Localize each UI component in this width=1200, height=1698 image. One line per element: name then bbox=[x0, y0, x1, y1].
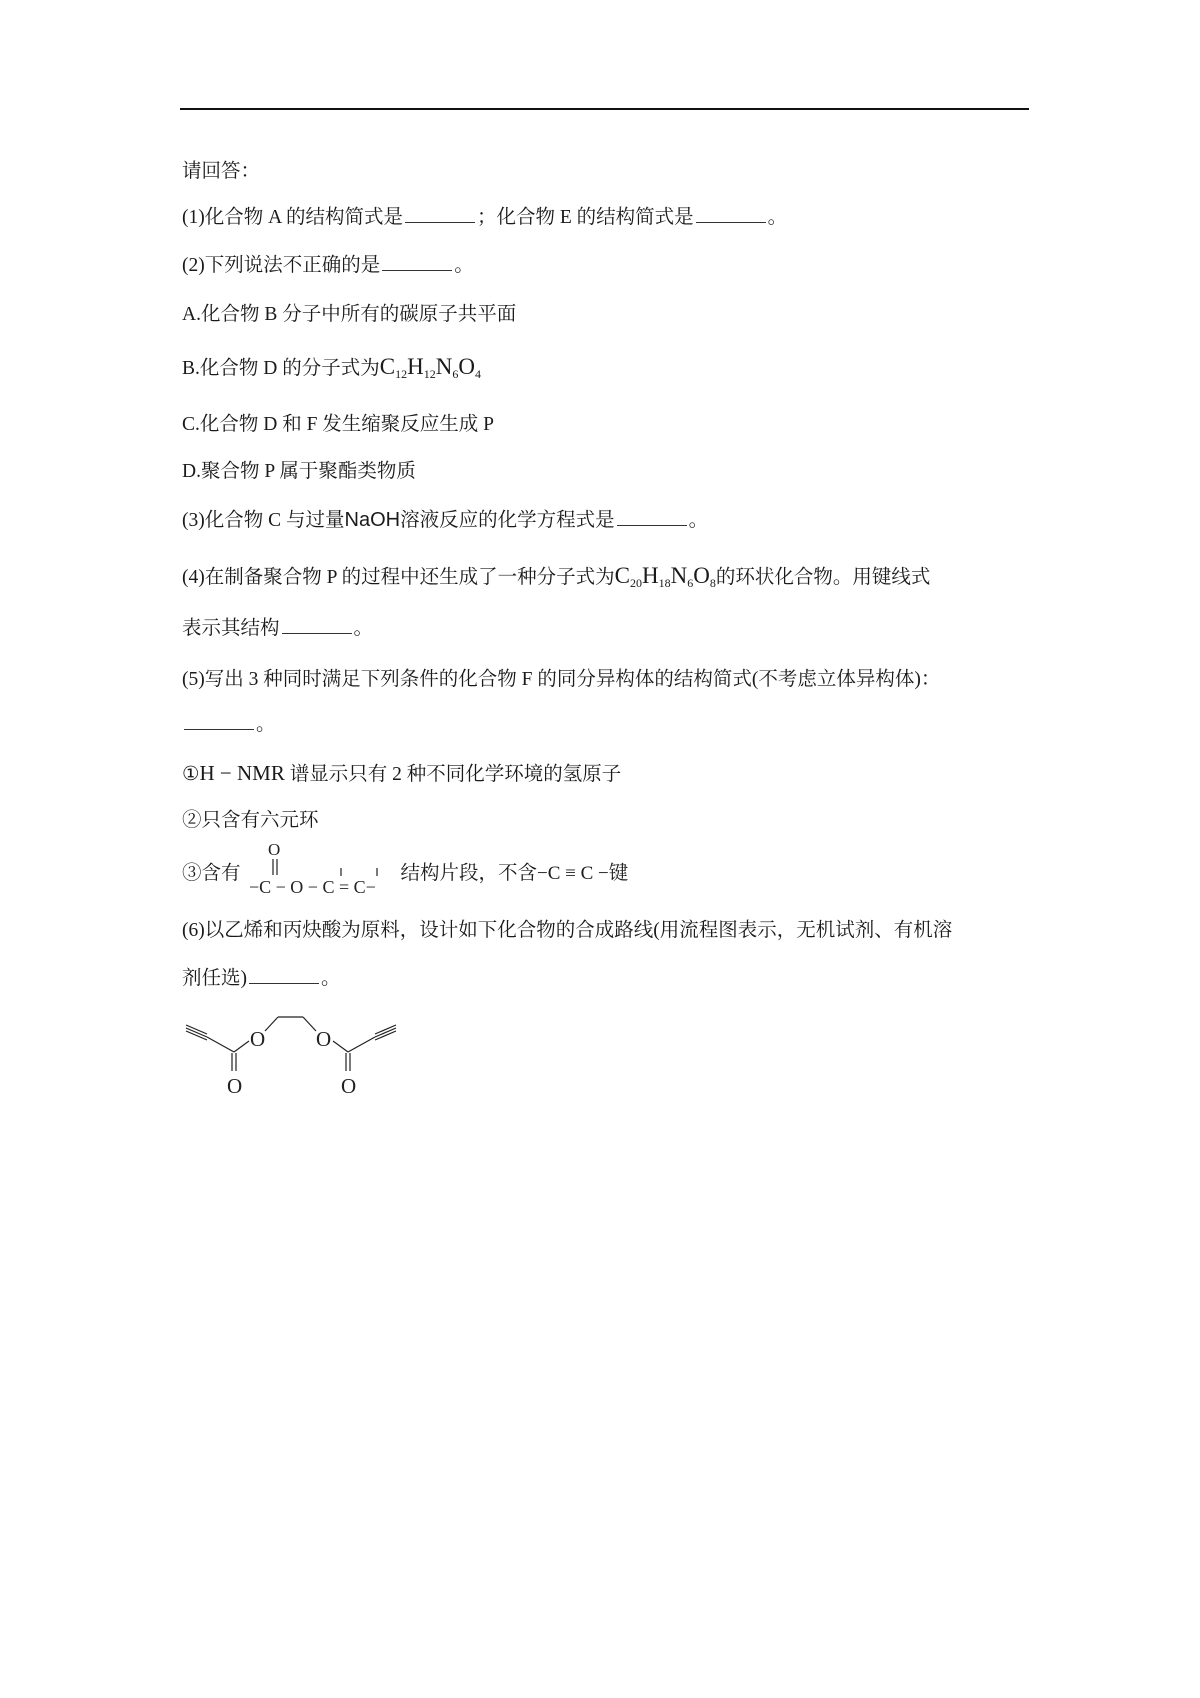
answer-blank bbox=[249, 968, 319, 984]
option-b bbox=[182, 354, 481, 387]
formula-c-sub: 12 bbox=[395, 367, 408, 381]
intro-text: 请回答： bbox=[182, 161, 261, 182]
option-d bbox=[182, 459, 416, 485]
question-3-text-b: 溶液反应的化学方程式是 bbox=[400, 510, 615, 531]
answer-blank bbox=[184, 714, 254, 730]
intro bbox=[182, 159, 260, 185]
condition-1 bbox=[182, 760, 621, 788]
option-c-text: C.化合物 D 和 F 发生缩聚反应生成 P bbox=[182, 414, 495, 435]
ester-oxygen-right: O bbox=[316, 1027, 332, 1051]
formula-c: C bbox=[614, 563, 630, 588]
condition-1-text: 谱显示只有 2 种不同化学环境的氢原子 bbox=[284, 764, 622, 785]
carbonyl-oxygen: O bbox=[268, 840, 281, 859]
question-2 bbox=[182, 253, 474, 279]
question-4-text-d: 。 bbox=[353, 618, 374, 639]
triple-bond-text: −C ≡ C − bbox=[537, 863, 609, 884]
condition-1-marker: ① bbox=[182, 764, 200, 785]
formula-h-sub: 18 bbox=[658, 576, 671, 590]
condition-2-text: ②只含有六元环 bbox=[182, 810, 319, 831]
carbonyl-oxygen-left: O bbox=[227, 1074, 243, 1098]
formula-o: O bbox=[458, 354, 475, 379]
question-5 bbox=[182, 667, 940, 693]
question-6-cont bbox=[182, 966, 341, 992]
question-4-text-b: 的环状化合物。用键线式 bbox=[715, 567, 931, 588]
formula-o-sub: 4 bbox=[474, 367, 481, 381]
question-3-text-c: 。 bbox=[688, 510, 709, 531]
condition-3-text-b: 结构片段，不含 bbox=[400, 863, 538, 884]
answer-blank bbox=[696, 207, 766, 223]
question-1-text-b: ；化合物 E 的结构简式是 bbox=[477, 207, 694, 228]
question-1-text-c: 。 bbox=[767, 207, 788, 228]
question-2-text-a: (2)下列说法不正确的是 bbox=[182, 255, 381, 276]
question-3-text-a: (3)化合物 C 与过量 bbox=[182, 510, 345, 531]
formula-h-sub: 12 bbox=[423, 367, 436, 381]
ester-fragment-svg bbox=[247, 839, 405, 897]
formula-n: N bbox=[670, 563, 688, 588]
formula-h: H bbox=[641, 563, 659, 588]
question-6-text-a: (6)以乙烯和丙炔酸为原料，设计如下化合物的合成路线(用流程图表示，无机试剂、有机溶 bbox=[182, 920, 953, 941]
formula-o: O bbox=[693, 563, 710, 588]
formula-c: C bbox=[379, 354, 396, 379]
question-1-text-a: (1)化合物 A 的结构简式是 bbox=[182, 207, 403, 228]
option-a-text: A.化合物 B 分子中所有的碳原子共平面 bbox=[182, 304, 517, 325]
question-6 bbox=[182, 918, 952, 944]
option-a bbox=[182, 302, 516, 328]
target-compound-svg bbox=[182, 1003, 412, 1103]
nmr-label: H − NMR bbox=[199, 761, 285, 785]
question-6-text-b: 剂任选) bbox=[182, 968, 247, 989]
question-1 bbox=[182, 205, 787, 231]
question-4-text-a: (4)在制备聚合物 P 的过程中还生成了一种分子式为 bbox=[182, 567, 615, 588]
formula-o-sub: 8 bbox=[709, 576, 716, 590]
fragment-chain: −C − O − C = C− bbox=[249, 877, 376, 897]
option-b-text: B.化合物 D 的分子式为 bbox=[182, 358, 380, 379]
question-4-cont bbox=[182, 616, 373, 642]
answer-blank bbox=[382, 255, 452, 271]
question-4 bbox=[182, 563, 930, 596]
question-2-text-b: 。 bbox=[454, 255, 474, 276]
formula-c-sub: 20 bbox=[629, 576, 642, 590]
formula-n-sub: 6 bbox=[687, 576, 694, 590]
question-6-text-c: 。 bbox=[321, 968, 341, 989]
answer-blank bbox=[617, 510, 687, 526]
ester-oxygen-left: O bbox=[250, 1027, 266, 1051]
condition-2 bbox=[182, 808, 319, 834]
condition-3-text-a: ③含有 bbox=[182, 863, 241, 884]
answer-blank bbox=[405, 207, 475, 223]
question-5-text-b: 。 bbox=[256, 714, 276, 735]
question-4-text-c: 表示其结构 bbox=[182, 618, 280, 639]
ester-fragment-structure bbox=[247, 839, 405, 897]
answer-blank bbox=[282, 618, 352, 634]
option-c bbox=[182, 412, 494, 438]
question-5-text-a: (5)写出 3 种同时满足下列条件的化合物 F 的同分异构体的结构简式(不考虑立体异构体)： bbox=[182, 669, 941, 690]
naoh-formula: NaOH bbox=[344, 509, 401, 531]
question-5-cont bbox=[182, 712, 276, 738]
question-3 bbox=[182, 507, 708, 534]
target-compound-structure bbox=[182, 1003, 412, 1103]
carbonyl-oxygen-right: O bbox=[341, 1074, 357, 1098]
option-d-text: D.聚合物 P 属于聚酯类物质 bbox=[182, 461, 416, 482]
formula-n-sub: 6 bbox=[452, 367, 459, 381]
condition-3-text-c: 键 bbox=[608, 863, 629, 884]
formula-n: N bbox=[435, 354, 453, 379]
formula-h: H bbox=[407, 354, 424, 379]
header-rule bbox=[180, 108, 1029, 110]
